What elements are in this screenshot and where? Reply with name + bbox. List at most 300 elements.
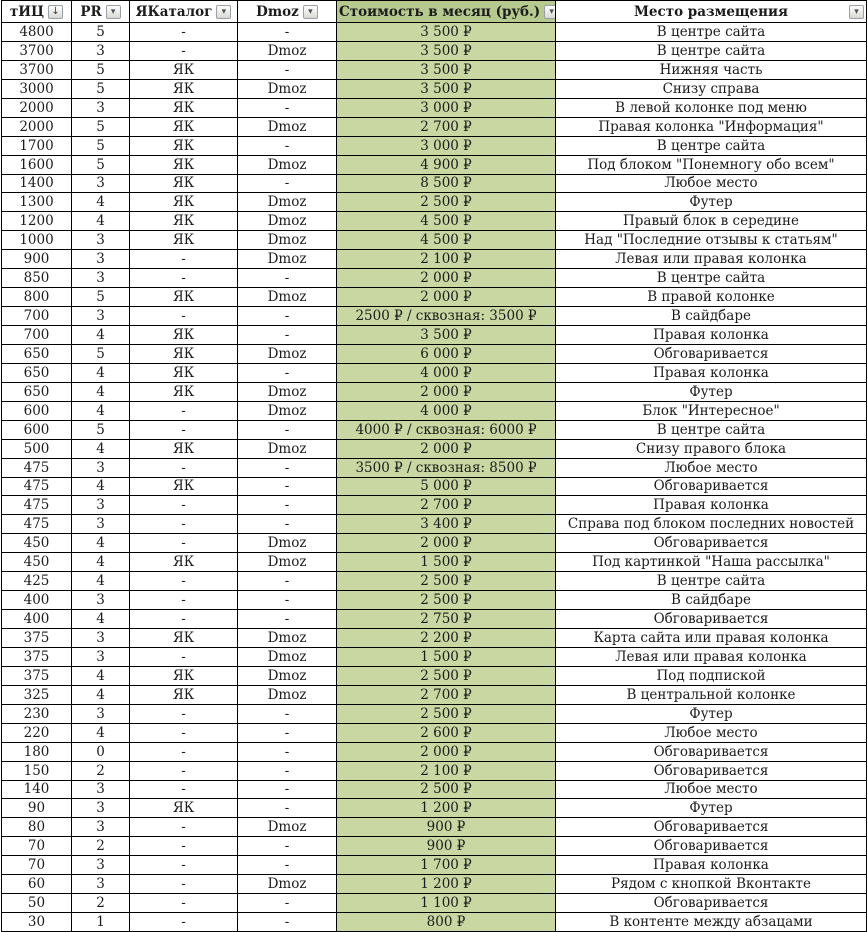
cell-pr[interactable]: 4 (72, 382, 130, 401)
cell-pr[interactable]: 1 (72, 913, 130, 932)
cell-pr[interactable]: 3 (72, 458, 130, 477)
cell-price[interactable]: 2 100 ₽ (337, 761, 556, 780)
cell-tic[interactable]: 90 (2, 799, 72, 818)
cell-yacatalog[interactable]: ЯК (130, 553, 238, 572)
cell-pr[interactable]: 3 (72, 98, 130, 117)
cell-placement[interactable]: Обговаривается (556, 534, 867, 553)
cell-pr[interactable]: 5 (72, 344, 130, 363)
cell-placement[interactable]: В центре сайта (556, 420, 867, 439)
cell-placement[interactable]: Обговаривается (556, 344, 867, 363)
cell-tic[interactable]: 425 (2, 572, 72, 591)
cell-price[interactable]: 3 000 ₽ (337, 98, 556, 117)
cell-pr[interactable]: 3 (72, 591, 130, 610)
cell-tic[interactable]: 600 (2, 420, 72, 439)
cell-yacatalog[interactable]: ЯК (130, 231, 238, 250)
cell-price[interactable]: 1 500 ₽ (337, 553, 556, 572)
cell-price[interactable]: 2 750 ₽ (337, 610, 556, 629)
cell-price[interactable]: 4 000 ₽ (337, 363, 556, 382)
cell-price[interactable]: 8 500 ₽ (337, 174, 556, 193)
cell-yacatalog[interactable]: ЯК (130, 136, 238, 155)
cell-tic[interactable]: 220 (2, 723, 72, 742)
cell-placement[interactable]: Правая колонка "Информация" (556, 117, 867, 136)
cell-price[interactable]: 2 500 ₽ (337, 780, 556, 799)
filter-dropdown-icon[interactable]: ▾ (544, 5, 555, 19)
cell-dmoz[interactable]: Dmoz (238, 401, 337, 420)
cell-yacatalog[interactable]: ЯК (130, 629, 238, 648)
cell-dmoz[interactable]: - (238, 572, 337, 591)
cell-yacatalog[interactable]: - (130, 250, 238, 269)
cell-placement[interactable]: Обговаривается (556, 894, 867, 913)
cell-tic[interactable]: 400 (2, 610, 72, 629)
cell-tic[interactable]: 850 (2, 269, 72, 288)
cell-dmoz[interactable]: Dmoz (238, 155, 337, 174)
cell-pr[interactable]: 4 (72, 193, 130, 212)
cell-placement[interactable]: Футер (556, 799, 867, 818)
cell-pr[interactable]: 2 (72, 761, 130, 780)
cell-tic[interactable]: 900 (2, 250, 72, 269)
cell-price[interactable]: 3 500 ₽ (337, 23, 556, 42)
cell-pr[interactable]: 4 (72, 553, 130, 572)
cell-dmoz[interactable]: - (238, 363, 337, 382)
cell-yacatalog[interactable]: - (130, 742, 238, 761)
column-header-pr[interactable] (72, 1, 130, 23)
cell-tic[interactable]: 400 (2, 591, 72, 610)
cell-placement[interactable]: В центре сайта (556, 136, 867, 155)
cell-price[interactable]: 2 000 ₽ (337, 439, 556, 458)
cell-placement[interactable]: Над "Последние отзывы к статьям" (556, 231, 867, 250)
cell-dmoz[interactable]: - (238, 856, 337, 875)
cell-dmoz[interactable]: - (238, 894, 337, 913)
column-header-placement[interactable] (556, 1, 867, 23)
cell-placement[interactable]: Левая или правая колонка (556, 647, 867, 666)
cell-yacatalog[interactable]: - (130, 875, 238, 894)
cell-yacatalog[interactable]: - (130, 41, 238, 60)
cell-dmoz[interactable]: - (238, 704, 337, 723)
cell-price[interactable]: 2 200 ₽ (337, 629, 556, 648)
cell-pr[interactable]: 4 (72, 723, 130, 742)
cell-pr[interactable]: 5 (72, 60, 130, 79)
cell-pr[interactable]: 4 (72, 212, 130, 231)
cell-pr[interactable]: 5 (72, 117, 130, 136)
cell-tic[interactable]: 475 (2, 515, 72, 534)
cell-dmoz[interactable]: - (238, 496, 337, 515)
cell-tic[interactable]: 600 (2, 401, 72, 420)
cell-pr[interactable]: 3 (72, 496, 130, 515)
cell-tic[interactable]: 1200 (2, 212, 72, 231)
cell-price[interactable]: 2 000 ₽ (337, 382, 556, 401)
cell-dmoz[interactable]: Dmoz (238, 344, 337, 363)
cell-placement[interactable]: В центре сайта (556, 269, 867, 288)
cell-tic[interactable]: 230 (2, 704, 72, 723)
cell-price[interactable]: 3 500 ₽ (337, 79, 556, 98)
cell-pr[interactable]: 3 (72, 875, 130, 894)
cell-pr[interactable]: 3 (72, 799, 130, 818)
cell-placement[interactable]: Обговаривается (556, 610, 867, 629)
cell-tic[interactable]: 475 (2, 458, 72, 477)
cell-tic[interactable]: 70 (2, 837, 72, 856)
cell-tic[interactable]: 650 (2, 382, 72, 401)
cell-price[interactable]: 2500 ₽ / сквозная: 3500 ₽ (337, 307, 556, 326)
cell-yacatalog[interactable]: ЯК (130, 79, 238, 98)
cell-price[interactable]: 4 500 ₽ (337, 231, 556, 250)
cell-tic[interactable]: 2000 (2, 117, 72, 136)
cell-tic[interactable]: 60 (2, 875, 72, 894)
cell-price[interactable]: 1 500 ₽ (337, 647, 556, 666)
cell-placement[interactable]: Любое место (556, 723, 867, 742)
cell-price[interactable]: 6 000 ₽ (337, 344, 556, 363)
cell-pr[interactable]: 3 (72, 704, 130, 723)
cell-placement[interactable]: Правая колонка (556, 856, 867, 875)
cell-yacatalog[interactable]: - (130, 591, 238, 610)
cell-tic[interactable]: 650 (2, 344, 72, 363)
cell-pr[interactable]: 5 (72, 79, 130, 98)
cell-placement[interactable]: В правой колонке (556, 288, 867, 307)
cell-tic[interactable]: 375 (2, 666, 72, 685)
cell-placement[interactable]: Рядом с кнопкой Вконтакте (556, 875, 867, 894)
cell-yacatalog[interactable]: ЯК (130, 288, 238, 307)
column-header-yacatalog[interactable] (130, 1, 238, 23)
filter-dropdown-icon[interactable]: ▾ (849, 5, 864, 19)
cell-tic[interactable]: 150 (2, 761, 72, 780)
cell-tic[interactable]: 3000 (2, 79, 72, 98)
cell-price[interactable]: 2 500 ₽ (337, 572, 556, 591)
cell-placement[interactable]: Правая колонка (556, 326, 867, 345)
cell-tic[interactable]: 1300 (2, 193, 72, 212)
cell-placement[interactable]: Блок "Интересное" (556, 401, 867, 420)
cell-price[interactable]: 2 600 ₽ (337, 723, 556, 742)
cell-yacatalog[interactable]: - (130, 818, 238, 837)
cell-yacatalog[interactable]: ЯК (130, 117, 238, 136)
cell-dmoz[interactable]: - (238, 780, 337, 799)
cell-yacatalog[interactable]: - (130, 401, 238, 420)
cell-yacatalog[interactable]: - (130, 913, 238, 932)
cell-yacatalog[interactable]: ЯК (130, 477, 238, 496)
cell-placement[interactable]: Левая или правая колонка (556, 250, 867, 269)
cell-placement[interactable]: В левой колонке под меню (556, 98, 867, 117)
cell-placement[interactable]: Обговаривается (556, 477, 867, 496)
cell-yacatalog[interactable]: ЯК (130, 98, 238, 117)
cell-placement[interactable]: Правый блок в середине (556, 212, 867, 231)
cell-pr[interactable]: 5 (72, 288, 130, 307)
cell-placement[interactable]: Любое место (556, 174, 867, 193)
cell-yacatalog[interactable]: - (130, 894, 238, 913)
cell-placement[interactable]: Нижняя часть (556, 60, 867, 79)
cell-tic[interactable]: 1000 (2, 231, 72, 250)
cell-pr[interactable]: 5 (72, 136, 130, 155)
cell-placement[interactable]: Под картинкой "Наша рассылка" (556, 553, 867, 572)
cell-dmoz[interactable]: Dmoz (238, 534, 337, 553)
cell-dmoz[interactable]: - (238, 799, 337, 818)
cell-yacatalog[interactable]: - (130, 307, 238, 326)
cell-pr[interactable]: 4 (72, 363, 130, 382)
cell-tic[interactable]: 1700 (2, 136, 72, 155)
cell-pr[interactable]: 4 (72, 666, 130, 685)
cell-placement[interactable]: Обговаривается (556, 837, 867, 856)
cell-price[interactable]: 4 500 ₽ (337, 212, 556, 231)
cell-yacatalog[interactable]: - (130, 610, 238, 629)
cell-dmoz[interactable]: - (238, 326, 337, 345)
cell-tic[interactable]: 475 (2, 496, 72, 515)
cell-tic[interactable]: 700 (2, 307, 72, 326)
cell-price[interactable]: 2 000 ₽ (337, 534, 556, 553)
cell-price[interactable]: 2 700 ₽ (337, 496, 556, 515)
cell-yacatalog[interactable]: ЯК (130, 382, 238, 401)
cell-pr[interactable]: 3 (72, 647, 130, 666)
cell-tic[interactable]: 180 (2, 742, 72, 761)
cell-pr[interactable]: 3 (72, 250, 130, 269)
cell-placement[interactable]: Любое место (556, 780, 867, 799)
cell-pr[interactable]: 4 (72, 439, 130, 458)
cell-yacatalog[interactable]: - (130, 23, 238, 42)
cell-dmoz[interactable]: Dmoz (238, 117, 337, 136)
column-header-dmoz[interactable] (238, 1, 337, 23)
cell-tic[interactable]: 2000 (2, 98, 72, 117)
cell-placement[interactable]: Футер (556, 704, 867, 723)
cell-yacatalog[interactable]: ЯК (130, 174, 238, 193)
cell-price[interactable]: 1 700 ₽ (337, 856, 556, 875)
cell-dmoz[interactable]: Dmoz (238, 629, 337, 648)
cell-dmoz[interactable]: Dmoz (238, 288, 337, 307)
cell-yacatalog[interactable]: - (130, 647, 238, 666)
cell-tic[interactable]: 4800 (2, 23, 72, 42)
cell-tic[interactable]: 3700 (2, 60, 72, 79)
column-header-price[interactable] (337, 1, 556, 23)
cell-yacatalog[interactable]: - (130, 723, 238, 742)
cell-pr[interactable]: 5 (72, 155, 130, 174)
cell-tic[interactable]: 650 (2, 363, 72, 382)
cell-tic[interactable]: 500 (2, 439, 72, 458)
cell-price[interactable]: 1 200 ₽ (337, 875, 556, 894)
cell-tic[interactable]: 375 (2, 647, 72, 666)
cell-yacatalog[interactable]: - (130, 572, 238, 591)
cell-placement[interactable]: Под подпиской (556, 666, 867, 685)
cell-dmoz[interactable]: - (238, 98, 337, 117)
cell-price[interactable]: 5 000 ₽ (337, 477, 556, 496)
cell-dmoz[interactable]: Dmoz (238, 875, 337, 894)
cell-dmoz[interactable]: - (238, 610, 337, 629)
cell-yacatalog[interactable]: - (130, 496, 238, 515)
cell-yacatalog[interactable]: ЯК (130, 685, 238, 704)
cell-yacatalog[interactable]: ЯК (130, 193, 238, 212)
cell-pr[interactable]: 0 (72, 742, 130, 761)
cell-pr[interactable]: 3 (72, 856, 130, 875)
cell-placement[interactable]: В центре сайта (556, 41, 867, 60)
cell-dmoz[interactable]: - (238, 136, 337, 155)
cell-dmoz[interactable]: - (238, 23, 337, 42)
cell-dmoz[interactable]: - (238, 420, 337, 439)
cell-yacatalog[interactable]: - (130, 515, 238, 534)
cell-price[interactable]: 3500 ₽ / сквозная: 8500 ₽ (337, 458, 556, 477)
cell-price[interactable]: 900 ₽ (337, 818, 556, 837)
cell-dmoz[interactable]: - (238, 913, 337, 932)
cell-dmoz[interactable]: Dmoz (238, 647, 337, 666)
cell-pr[interactable]: 2 (72, 837, 130, 856)
cell-price[interactable]: 2 100 ₽ (337, 250, 556, 269)
cell-price[interactable]: 4000 ₽ / сквозная: 6000 ₽ (337, 420, 556, 439)
cell-dmoz[interactable]: - (238, 761, 337, 780)
cell-price[interactable]: 3 500 ₽ (337, 41, 556, 60)
cell-dmoz[interactable]: Dmoz (238, 685, 337, 704)
cell-pr[interactable]: 4 (72, 401, 130, 420)
cell-price[interactable]: 3 000 ₽ (337, 136, 556, 155)
cell-tic[interactable]: 3700 (2, 41, 72, 60)
cell-pr[interactable]: 4 (72, 326, 130, 345)
cell-dmoz[interactable]: - (238, 269, 337, 288)
cell-dmoz[interactable]: Dmoz (238, 193, 337, 212)
cell-pr[interactable]: 3 (72, 41, 130, 60)
cell-placement[interactable]: В центре сайта (556, 23, 867, 42)
filter-dropdown-icon[interactable]: ▾ (106, 5, 121, 19)
cell-pr[interactable]: 5 (72, 23, 130, 42)
cell-price[interactable]: 3 500 ₽ (337, 60, 556, 79)
cell-pr[interactable]: 4 (72, 685, 130, 704)
cell-dmoz[interactable]: - (238, 174, 337, 193)
cell-placement[interactable]: Правая колонка (556, 363, 867, 382)
cell-dmoz[interactable]: - (238, 60, 337, 79)
cell-dmoz[interactable]: - (238, 723, 337, 742)
cell-pr[interactable]: 3 (72, 818, 130, 837)
cell-dmoz[interactable]: Dmoz (238, 212, 337, 231)
cell-dmoz[interactable]: Dmoz (238, 666, 337, 685)
cell-pr[interactable]: 4 (72, 477, 130, 496)
cell-yacatalog[interactable]: ЯК (130, 666, 238, 685)
cell-price[interactable]: 2 000 ₽ (337, 742, 556, 761)
cell-tic[interactable]: 140 (2, 780, 72, 799)
cell-price[interactable]: 2 500 ₽ (337, 704, 556, 723)
cell-dmoz[interactable]: Dmoz (238, 231, 337, 250)
cell-placement[interactable]: Снизу правого блока (556, 439, 867, 458)
cell-tic[interactable]: 50 (2, 894, 72, 913)
cell-yacatalog[interactable]: - (130, 704, 238, 723)
cell-price[interactable]: 2 000 ₽ (337, 288, 556, 307)
cell-pr[interactable]: 3 (72, 307, 130, 326)
cell-placement[interactable]: В сайдбаре (556, 307, 867, 326)
cell-dmoz[interactable]: - (238, 515, 337, 534)
cell-price[interactable]: 2 500 ₽ (337, 193, 556, 212)
cell-placement[interactable]: Футер (556, 382, 867, 401)
cell-yacatalog[interactable]: - (130, 534, 238, 553)
cell-pr[interactable]: 4 (72, 572, 130, 591)
cell-price[interactable]: 1 200 ₽ (337, 799, 556, 818)
cell-yacatalog[interactable]: - (130, 269, 238, 288)
cell-dmoz[interactable]: - (238, 591, 337, 610)
cell-price[interactable]: 900 ₽ (337, 837, 556, 856)
cell-pr[interactable]: 5 (72, 420, 130, 439)
cell-placement[interactable]: В сайдбаре (556, 591, 867, 610)
cell-price[interactable]: 2 000 ₽ (337, 269, 556, 288)
cell-dmoz[interactable]: - (238, 477, 337, 496)
cell-yacatalog[interactable]: ЯК (130, 60, 238, 79)
cell-placement[interactable]: Футер (556, 193, 867, 212)
cell-dmoz[interactable]: - (238, 837, 337, 856)
cell-yacatalog[interactable]: - (130, 458, 238, 477)
column-header-tic[interactable] (2, 1, 72, 23)
cell-placement[interactable]: Правая колонка (556, 496, 867, 515)
cell-pr[interactable]: 3 (72, 231, 130, 250)
cell-pr[interactable]: 3 (72, 269, 130, 288)
cell-yacatalog[interactable]: - (130, 420, 238, 439)
cell-price[interactable]: 4 900 ₽ (337, 155, 556, 174)
cell-yacatalog[interactable]: ЯК (130, 326, 238, 345)
cell-dmoz[interactable]: - (238, 307, 337, 326)
cell-dmoz[interactable]: Dmoz (238, 382, 337, 401)
cell-yacatalog[interactable]: ЯК (130, 344, 238, 363)
cell-placement[interactable]: В центре сайта (556, 572, 867, 591)
cell-tic[interactable]: 700 (2, 326, 72, 345)
cell-dmoz[interactable]: Dmoz (238, 250, 337, 269)
cell-dmoz[interactable]: Dmoz (238, 553, 337, 572)
cell-placement[interactable]: Под блоком "Понемногу обо всем" (556, 155, 867, 174)
cell-price[interactable]: 2 700 ₽ (337, 117, 556, 136)
cell-placement[interactable]: В контенте между абзацами (556, 913, 867, 932)
cell-price[interactable]: 1 100 ₽ (337, 894, 556, 913)
cell-pr[interactable]: 3 (72, 780, 130, 799)
cell-placement[interactable]: Карта сайта или правая колонка (556, 629, 867, 648)
cell-tic[interactable]: 30 (2, 913, 72, 932)
cell-dmoz[interactable]: Dmoz (238, 41, 337, 60)
cell-price[interactable]: 4 000 ₽ (337, 401, 556, 420)
cell-yacatalog[interactable]: ЯК (130, 439, 238, 458)
filter-dropdown-icon[interactable]: ▾ (216, 5, 231, 19)
cell-yacatalog[interactable]: ЯК (130, 155, 238, 174)
cell-tic[interactable]: 1600 (2, 155, 72, 174)
filter-dropdown-icon[interactable]: ▾ (303, 5, 318, 19)
cell-tic[interactable]: 80 (2, 818, 72, 837)
cell-placement[interactable]: Обговаривается (556, 818, 867, 837)
cell-price[interactable]: 3 500 ₽ (337, 326, 556, 345)
cell-tic[interactable]: 450 (2, 534, 72, 553)
cell-placement[interactable]: Обговаривается (556, 761, 867, 780)
cell-yacatalog[interactable]: ЯК (130, 212, 238, 231)
cell-dmoz[interactable]: Dmoz (238, 79, 337, 98)
cell-price[interactable]: 3 400 ₽ (337, 515, 556, 534)
cell-pr[interactable]: 3 (72, 515, 130, 534)
cell-dmoz[interactable]: Dmoz (238, 818, 337, 837)
cell-yacatalog[interactable]: ЯК (130, 363, 238, 382)
cell-placement[interactable]: Любое место (556, 458, 867, 477)
cell-pr[interactable]: 2 (72, 894, 130, 913)
cell-yacatalog[interactable]: - (130, 856, 238, 875)
cell-price[interactable]: 2 500 ₽ (337, 591, 556, 610)
cell-placement[interactable]: Обговаривается (556, 742, 867, 761)
cell-pr[interactable]: 3 (72, 174, 130, 193)
cell-tic[interactable]: 375 (2, 629, 72, 648)
cell-tic[interactable]: 450 (2, 553, 72, 572)
cell-pr[interactable]: 3 (72, 629, 130, 648)
cell-price[interactable]: 2 500 ₽ (337, 666, 556, 685)
cell-placement[interactable]: Снизу справа (556, 79, 867, 98)
cell-pr[interactable]: 4 (72, 610, 130, 629)
cell-tic[interactable]: 475 (2, 477, 72, 496)
cell-tic[interactable]: 70 (2, 856, 72, 875)
cell-price[interactable]: 2 700 ₽ (337, 685, 556, 704)
cell-placement[interactable]: В центральной колонке (556, 685, 867, 704)
cell-price[interactable]: 800 ₽ (337, 913, 556, 932)
cell-dmoz[interactable]: - (238, 458, 337, 477)
cell-yacatalog[interactable]: - (130, 780, 238, 799)
cell-yacatalog[interactable]: ЯК (130, 799, 238, 818)
cell-tic[interactable]: 325 (2, 685, 72, 704)
cell-yacatalog[interactable]: - (130, 837, 238, 856)
cell-tic[interactable]: 800 (2, 288, 72, 307)
cell-dmoz[interactable]: - (238, 742, 337, 761)
cell-tic[interactable]: 1400 (2, 174, 72, 193)
cell-placement[interactable]: Справа под блоком последних новостей (556, 515, 867, 534)
cell-dmoz[interactable]: Dmoz (238, 439, 337, 458)
cell-pr[interactable]: 4 (72, 534, 130, 553)
cell-yacatalog[interactable]: - (130, 761, 238, 780)
sort-descending-icon[interactable]: ↓ (48, 5, 63, 19)
